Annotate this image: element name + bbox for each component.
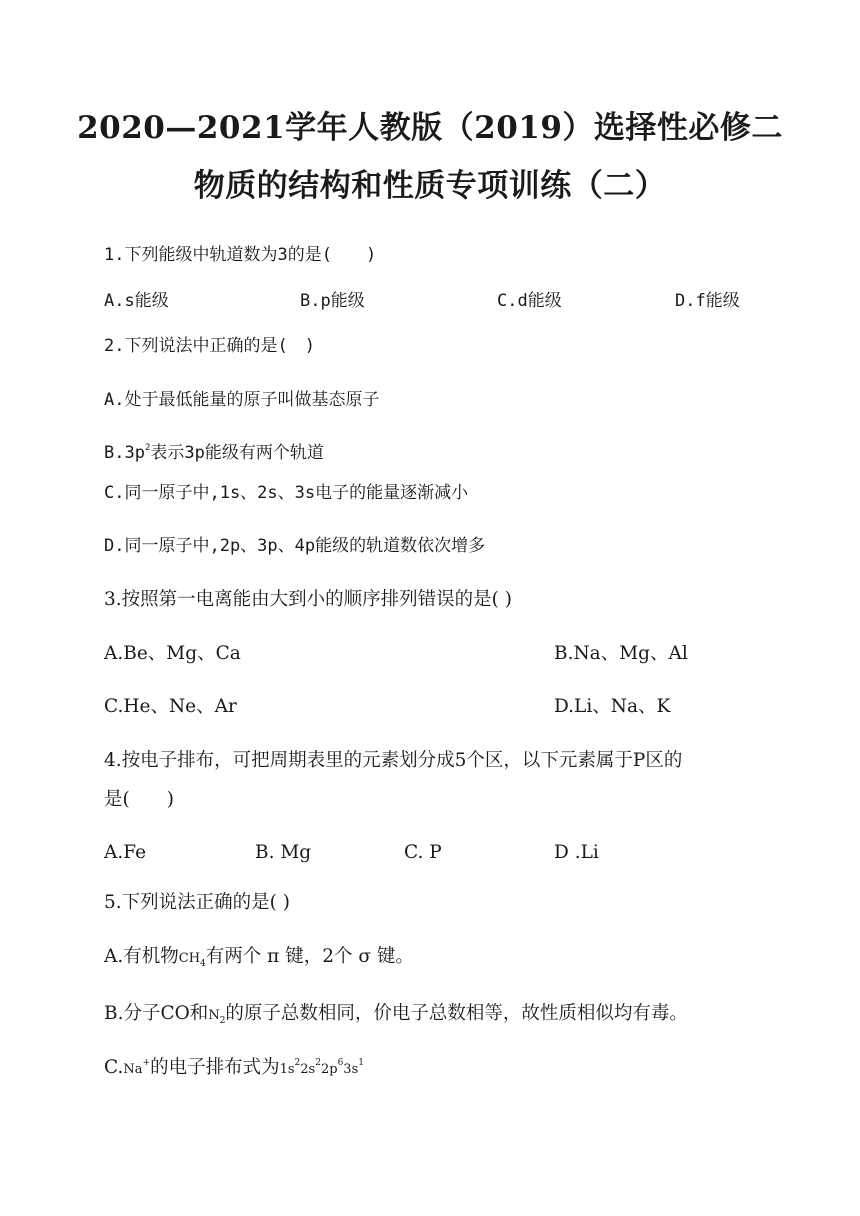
question-3-option-b: B.Na、Mg、Al <box>554 643 688 664</box>
option-b-prefix: B.分子CO和 <box>104 1003 209 1024</box>
option-c-prefix: C. <box>104 1057 124 1078</box>
formula-ch4: CH <box>178 951 201 966</box>
option-a-prefix: A.有机物 <box>104 946 179 967</box>
question-4-option-c: C. P <box>404 842 442 863</box>
question-4-stem-line-1: 4.按电子排布，可把周期表里的元素划分成5个区，以下元素属于P区的 <box>104 750 683 771</box>
question-1-option-c: C.d能级 <box>497 291 562 311</box>
formula-n2: N <box>208 1008 220 1023</box>
question-5-option-b <box>104 1001 688 1029</box>
orbital-2p-count: 6 <box>337 1058 344 1068</box>
question-2-option-d: D.同一原子中,2p、3p、4p能级的轨道数依次增多 <box>104 536 486 556</box>
document-title-line-2: 物质的结构和性质专项训练（二） <box>193 168 667 204</box>
orbital-2s: 2s <box>300 1062 316 1077</box>
question-1-option-a: A.s能级 <box>104 291 169 311</box>
question-5-stem: 5.下列说法正确的是( ) <box>104 892 290 913</box>
question-4-option-a: A.Fe <box>104 842 147 863</box>
option-b-prefix: B.3p <box>104 443 145 463</box>
question-4-stem-line-2: 是( ) <box>104 789 174 810</box>
question-1-option-d: D.f能级 <box>675 291 740 311</box>
option-a-suffix: 有两个 π 键，2个 σ 键。 <box>205 946 414 967</box>
question-2-stem: 2.下列说法中正确的是( ) <box>104 336 315 356</box>
ion-na: Na <box>123 1062 143 1077</box>
question-1-option-b: B.p能级 <box>300 291 365 311</box>
document-title-line-1: 2020—2021学年人教版（2019）选择性必修二 <box>77 110 783 146</box>
option-b-suffix: 的原子总数相同，价电子总数相等，故性质相似均有毒。 <box>225 1003 688 1024</box>
question-3-option-a: A.Be、Mg、Ca <box>104 643 241 664</box>
orbital-2s-count: 2 <box>315 1058 321 1068</box>
question-4-option-d: D .Li <box>554 842 599 863</box>
subscript: 4 <box>200 959 206 969</box>
option-c-mid: 的电子排布式为 <box>150 1057 280 1078</box>
superscript: 2 <box>144 443 151 453</box>
orbital-3s-count: 1 <box>358 1058 364 1068</box>
option-b-suffix: 表示3p能级有两个轨道 <box>150 443 324 463</box>
question-5-option-c <box>104 1055 364 1083</box>
orbital-1s-count: 2 <box>294 1058 301 1068</box>
question-1-stem: 1.下列能级中轨道数为3的是( ) <box>104 245 377 265</box>
electron-configuration <box>279 1058 364 1077</box>
question-3-option-c: C.He、Ne、Ar <box>104 696 237 717</box>
question-2-option-b <box>104 440 324 466</box>
question-3-stem: 3.按照第一电离能由大到小的顺序排列错误的是( ) <box>104 589 512 610</box>
question-2-option-a: A.处于最低能量的原子叫做基态原子 <box>104 390 380 410</box>
orbital-3s: 3s <box>343 1062 359 1077</box>
question-4-option-b: B. Mg <box>255 842 312 863</box>
question-3-option-d: D.Li、Na、K <box>554 696 671 717</box>
orbital-2p: 2p <box>320 1062 338 1077</box>
ion-charge: + <box>142 1058 151 1068</box>
subscript: 2 <box>219 1016 226 1026</box>
orbital-1s: 1s <box>279 1062 295 1077</box>
question-5-option-a <box>104 944 414 972</box>
question-2-option-c: C.同一原子中,1s、2s、3s电子的能量逐渐减小 <box>104 483 469 503</box>
